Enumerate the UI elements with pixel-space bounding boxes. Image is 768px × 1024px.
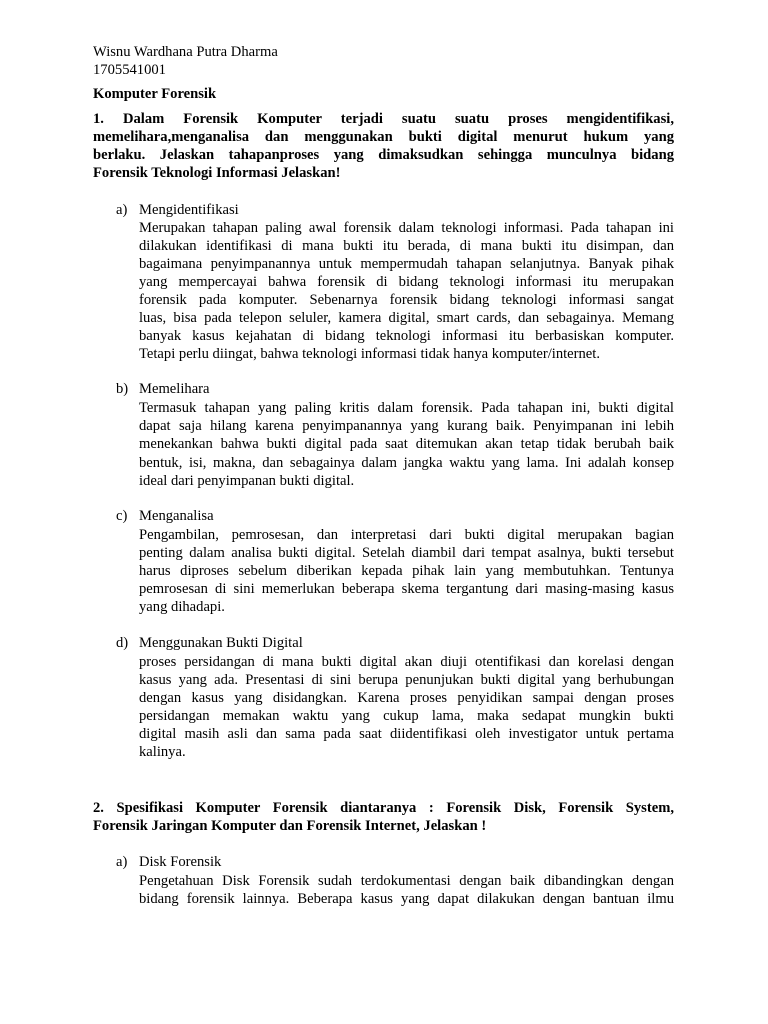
paragraph-line: bentuk, isi, makna, dan sebagainya dalam jangka waktu yang lama. Ini adalah konsep xyxy=(139,455,674,471)
question-1-line: memelihara,menganalisa dan menggunakan bukti digital menurut hukum yang xyxy=(93,129,674,145)
paragraph-line: harus diproses sebelum diberikan kepada pihak lain yang membutuhkan. Tentunya xyxy=(139,563,674,579)
paragraph-line: Pengetahuan Disk Forensik sudah terdokumentasi dengan baik dibandingkan dengan xyxy=(139,873,674,889)
question-1-line: Forensik Teknologi Informasi Jelaskan! xyxy=(93,165,341,181)
paragraph-line: ideal dari penyimpanan bukti digital. xyxy=(139,473,355,489)
paragraph-line: yang mempercayai bahwa forensik di bidang teknologi informasi itu merupakan xyxy=(139,274,674,290)
paragraph-line: bagaimana penyimpanannya untuk mempermudah tahapan selanjutnya. Banyak pihak xyxy=(139,256,674,272)
paragraph-line: luas, bisa pada telepon seluler, kamera digital, smart cards, dan sebagainya. Memang xyxy=(139,310,674,326)
list-marker: a) xyxy=(116,854,128,870)
question-2-line: 2. Spesifikasi Komputer Forensik diantaranya : Forensik Disk, Forensik System, xyxy=(93,800,674,816)
paragraph-line: dapat saja hilang karena penyimpanannya yang kurang baik. Penyimpanan ini lebih xyxy=(139,418,674,434)
paragraph-line: Pengambilan, pemrosesan, dan interpretasi dari bukti digital merupakan bagian xyxy=(139,527,674,543)
paragraph-line: bidang forensik lainnya. Beberapa kasus yang dapat dilakukan dengan bantuan ilmu xyxy=(139,891,674,907)
list-marker: d) xyxy=(116,635,129,651)
paragraph-line: proses persidangan di mana bukti digital akan diuji otentifikasi dan korelasi dengan xyxy=(139,654,674,670)
list-marker: b) xyxy=(116,381,129,397)
paragraph-line: kasus yang ada. Presentasi di sini berupa penunjukan bukti digital yang berhubungan xyxy=(139,672,674,688)
student-id: 1705541001 xyxy=(93,62,166,78)
paragraph-line: dilakukan identifikasi di mana bukti itu berada, di mana bukti itu disimpan, dan xyxy=(139,238,674,254)
question-2-line: Forensik Jaringan Komputer dan Forensik Internet, Jelaskan ! xyxy=(93,818,487,834)
paragraph-line: kalinya. xyxy=(139,744,186,760)
course-title: Komputer Forensik xyxy=(93,86,217,102)
question-1-line: 1. Dalam Forensik Komputer terjadi suatu suatu proses mengidentifikasi, xyxy=(93,111,674,127)
paragraph-line: persidangan memakan waktu yang cukup lama, maka sedapat mungkin bukti xyxy=(139,708,674,724)
paragraph-line: Termasuk tahapan yang paling kritis dalam forensik. Pada tahapan ini, bukti digital xyxy=(139,400,674,416)
list-marker: c) xyxy=(116,508,128,524)
paragraph-line: dengan kasus yang disidangkan. Karena proses penyidikan sampai dengan proses xyxy=(139,690,674,706)
paragraph-line: Tetapi perlu diingat, bahwa teknologi informasi tidak hanya komputer/internet. xyxy=(139,346,600,362)
list-marker: a) xyxy=(116,202,128,218)
section-heading: Mengidentifikasi xyxy=(139,202,239,218)
section-heading: Menggunakan Bukti Digital xyxy=(139,635,303,651)
paragraph-line: yang dihadapi. xyxy=(139,599,225,615)
paragraph-line: banyak kasus kejahatan di bidang teknologi informasi itu berbasiskan komputer. xyxy=(139,328,674,344)
paragraph-line: pemrosesan di sini memerlukan beberapa skema tergantung dari masing-masing kasus xyxy=(139,581,674,597)
paragraph-line: Merupakan tahapan paling awal forensik dalam teknologi informasi. Pada tahapan ini xyxy=(139,220,674,236)
section-heading: Menganalisa xyxy=(139,508,214,524)
paragraph-line: forensik pada komputer. Sebenarnya forensik bidang teknologi informasi sangat xyxy=(139,292,674,308)
section-heading: Memelihara xyxy=(139,381,210,397)
author-name: Wisnu Wardhana Putra Dharma xyxy=(93,44,278,60)
paragraph-line: penting dalam analisa bukti digital. Setelah diambil dari tempat asalnya, bukti tersebut xyxy=(139,545,674,561)
paragraph-line: digital masih asli dan sama pada saat diidentifikasi oleh investigator untuk pertama xyxy=(139,726,674,742)
section-heading: Disk Forensik xyxy=(139,854,222,870)
question-1-line: berlaku. Jelaskan tahapanproses yang dimaksudkan sehingga munculnya bidang xyxy=(93,147,674,163)
paragraph-line: menekankan bahwa bukti digital pada saat ditemukan akan tetap tidak berubah baik xyxy=(139,436,674,452)
